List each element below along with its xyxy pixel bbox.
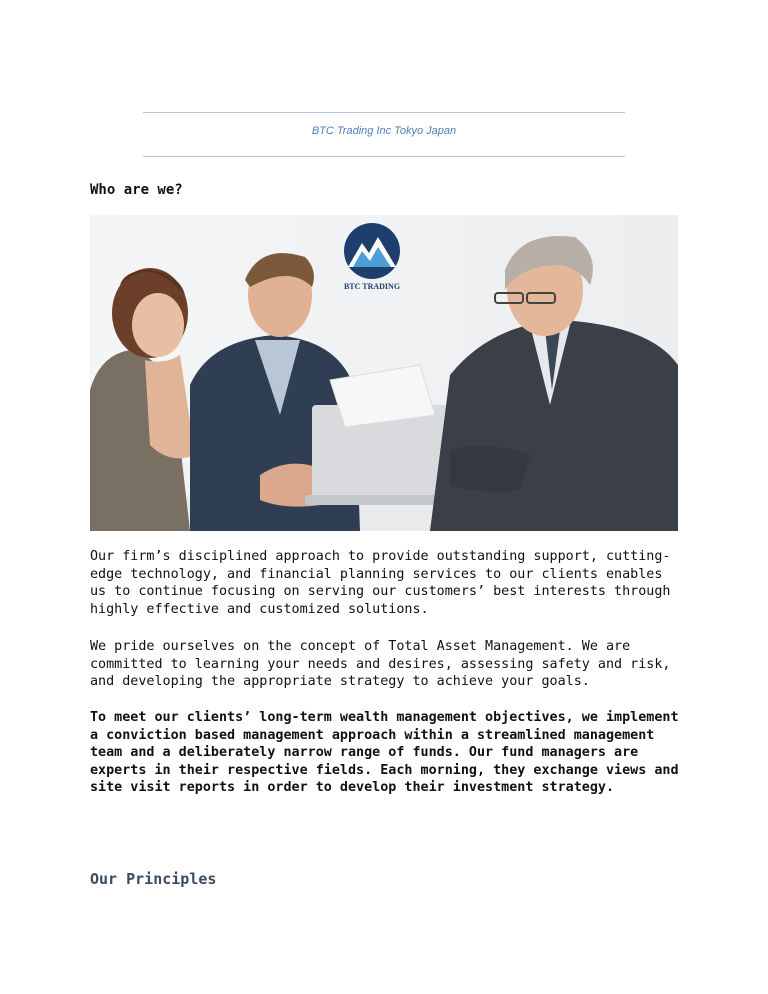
section-heading-our-principles: Our Principles — [90, 870, 217, 888]
header-top-rule — [143, 112, 625, 113]
header-bottom-rule — [143, 156, 625, 157]
logo-text: BTC TRADING — [343, 282, 401, 291]
paragraph-1: Our firm’s disciplined approach to provide outstanding support, cutting-edge technology, and financial planning services to our clients enables us to continue focusing on serving our customers’ best interests through highly effective and customized solutions. — [90, 549, 671, 617]
header-title: BTC Trading Inc Tokyo Japan — [311, 125, 457, 137]
section-heading-who-are-we: Who are we? — [90, 182, 183, 198]
paragraph-3: To meet our clients’ long-term wealth management objectives, we implement a conviction based management approach within a streamlined management team and a deliberately narrow range of funds. Our fund managers are experts in their respective fields. Each morning, they exchange views and site visit reports in order to develop their investment strategy. — [90, 710, 679, 795]
paragraph-2: We pride ourselves on the concept of Total Asset Management. We are committed to learning your needs and desires, assessing safety and risk, and developing the appropriate strategy to achieve your goals. — [90, 639, 671, 689]
meeting-photo — [90, 215, 678, 531]
